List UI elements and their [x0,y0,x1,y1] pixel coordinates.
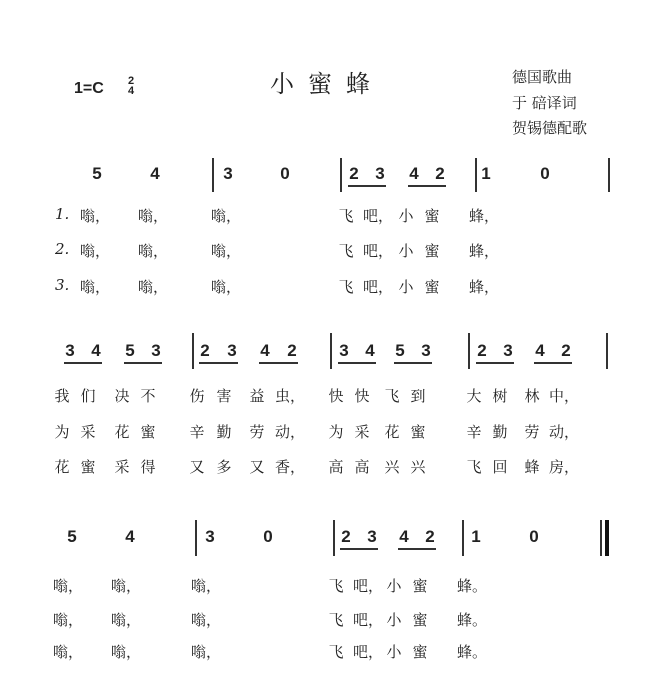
lyric-syllable: 中， [548,387,580,405]
lyric-syllable: 小 [386,611,402,629]
lyric-syllable: 不 [140,387,156,405]
lyric-syllable: 大 [466,387,482,405]
note: 5 [67,527,77,546]
lyric-syllable: 嗡， [210,207,242,225]
lyric-syllable: 林 [524,387,540,405]
bar-line [212,158,214,192]
lyric-syllable: 吧， [352,643,384,661]
bar-line [330,333,332,369]
lyric-syllable: 我 [54,387,70,405]
lyric-syllable: 房， [548,458,580,476]
lyric-syllable: 蜜 [412,611,428,629]
lyric-syllable: 回 [492,458,508,476]
lyric-syllable: 动， [274,423,306,441]
note: 3 [375,164,385,183]
lyric-syllable: 花 [384,423,400,441]
note: 4 [125,527,135,546]
time-signature-bottom: 4 [128,85,135,97]
lyric-syllable: 到 [410,387,426,405]
lyric-syllable: 飞 [328,611,344,629]
lyric-syllable: 动， [548,423,580,441]
lyric-syllable: 采 [80,423,96,441]
eighth-note-beam [398,548,436,550]
lyric-syllable: 高 [328,458,344,476]
lyric-syllable: 嗡， [137,278,169,296]
note: 4 [91,341,101,360]
note: 3 [339,341,349,360]
lyric-syllable: 劳 [524,423,540,441]
key-signature: 1=C [74,80,104,97]
note: 3 [367,527,377,546]
lyric-syllable: 飞 [338,242,354,260]
lyric-syllable: 花 [114,423,130,441]
note: 2 [561,341,571,360]
lyric-syllable: 蜂 [524,458,540,476]
bar-line [192,333,194,369]
note: 4 [260,341,270,360]
lyric-syllable: 嗡， [110,611,142,629]
lyric-syllable: 吧， [352,611,384,629]
lyric-syllable: 蜜 [410,423,426,441]
note: 0 [263,527,273,546]
bar-line [606,333,608,369]
lyric-syllable: 兴 [410,458,426,476]
eighth-note-beam [534,362,572,364]
note: 3 [151,341,161,360]
lyric-syllable: 嗡， [210,242,242,260]
note: 0 [529,527,539,546]
lyric-syllable: 益 [249,387,265,405]
verse-number: 2. [55,240,70,258]
final-bar-thick [605,520,609,556]
lyric-syllable: 小 [398,242,414,260]
lyric-syllable: 蜂。 [456,643,488,661]
credit-composer: 德国歌曲 [512,68,573,86]
lyric-syllable: 虫， [274,387,306,405]
eighth-note-beam [259,362,298,364]
note: 5 [92,164,102,183]
lyric-syllable: 为 [328,423,344,441]
lyric-syllable: 高 [354,458,370,476]
lyric-syllable: 蜜 [412,577,428,595]
lyric-syllable: 飞 [384,387,400,405]
note: 3 [223,164,233,183]
eighth-note-beam [199,362,238,364]
eighth-note-beam [476,362,514,364]
lyric-syllable: 吧， [362,278,394,296]
note: 5 [395,341,405,360]
bar-line [475,158,477,192]
eighth-note-beam [124,362,162,364]
lyric-syllable: 蜜 [424,278,440,296]
eighth-note-beam [64,362,102,364]
note: 4 [409,164,419,183]
lyric-syllable: 小 [398,207,414,225]
lyric-syllable: 飞 [338,207,354,225]
lyric-syllable: 蜂， [468,207,500,225]
bar-line [462,520,464,556]
note: 0 [540,164,550,183]
note: 0 [280,164,290,183]
lyric-syllable: 蜜 [412,643,428,661]
note: 2 [425,527,435,546]
lyric-syllable: 兴 [384,458,400,476]
lyric-syllable: 嗡， [210,278,242,296]
note: 1 [471,527,481,546]
note: 3 [503,341,513,360]
lyric-syllable: 吧， [362,242,394,260]
lyric-syllable: 勤 [216,423,232,441]
lyric-syllable: 蜂， [468,278,500,296]
lyric-syllable: 飞 [328,577,344,595]
verse-number: 3. [55,276,70,294]
note: 4 [150,164,160,183]
song-title: 小蜜蜂 [270,70,384,98]
lyric-syllable: 香， [274,458,306,476]
lyric-syllable: 蜜 [80,458,96,476]
lyric-syllable: 蜂。 [456,611,488,629]
note: 2 [349,164,359,183]
lyric-syllable: 嗡， [190,577,222,595]
note: 2 [341,527,351,546]
lyric-syllable: 勤 [492,423,508,441]
note: 3 [65,341,75,360]
note: 2 [200,341,210,360]
lyric-syllable: 为 [54,423,70,441]
note: 3 [227,341,237,360]
note: 2 [477,341,487,360]
lyric-syllable: 伤 [189,387,205,405]
time-signature-top: 2 [128,75,135,87]
lyric-syllable: 蜜 [424,242,440,260]
note: 3 [421,341,431,360]
lyric-syllable: 采 [354,423,370,441]
note: 4 [399,527,409,546]
lyric-syllable: 嗡， [190,643,222,661]
time-signature [128,76,134,96]
lyric-syllable: 嗡， [52,643,84,661]
lyric-syllable: 多 [216,458,232,476]
lyric-syllable: 蜜 [140,423,156,441]
lyric-syllable: 飞 [338,278,354,296]
bar-line [195,520,197,556]
lyric-syllable: 小 [386,577,402,595]
lyric-syllable: 嗡， [110,577,142,595]
verse-number: 1. [55,205,70,223]
note: 2 [435,164,445,183]
lyric-syllable: 嗡， [79,278,111,296]
lyric-syllable: 快 [354,387,370,405]
eighth-note-beam [340,548,378,550]
bar-line [468,333,470,369]
lyric-syllable: 小 [398,278,414,296]
credit-arranger: 贺锡德配歌 [512,119,588,137]
bar-line [333,520,335,556]
lyric-syllable: 蜜 [424,207,440,225]
bar-line [608,158,610,192]
lyric-syllable: 吧， [362,207,394,225]
lyric-syllable: 劳 [249,423,265,441]
lyric-syllable: 得 [140,458,156,476]
lyric-syllable: 嗡， [137,242,169,260]
note: 1 [481,164,491,183]
lyric-syllable: 花 [54,458,70,476]
lyric-syllable: 们 [80,387,96,405]
lyric-syllable: 辛 [466,423,482,441]
lyric-syllable: 决 [114,387,130,405]
eighth-note-beam [408,185,446,187]
lyric-syllable: 飞 [466,458,482,476]
note: 5 [125,341,135,360]
eighth-note-beam [338,362,376,364]
lyric-syllable: 树 [492,387,508,405]
lyric-syllable: 小 [386,643,402,661]
lyric-syllable: 嗡， [52,611,84,629]
lyric-syllable: 飞 [328,643,344,661]
lyric-syllable: 嗡， [190,611,222,629]
lyric-syllable: 嗡， [52,577,84,595]
lyric-syllable: 吧， [352,577,384,595]
eighth-note-beam [348,185,386,187]
lyric-syllable: 又 [189,458,205,476]
eighth-note-beam [394,362,432,364]
lyric-syllable: 又 [249,458,265,476]
bar-line [340,158,342,192]
lyric-syllable: 蜂。 [456,577,488,595]
lyric-syllable: 嗡， [79,242,111,260]
lyric-syllable: 快 [328,387,344,405]
note: 2 [287,341,297,360]
lyric-syllable: 蜂， [468,242,500,260]
lyric-syllable: 害 [216,387,232,405]
note: 4 [535,341,545,360]
note: 3 [205,527,215,546]
final-bar-thin [600,520,602,556]
lyric-syllable: 辛 [189,423,205,441]
lyric-syllable: 嗡， [137,207,169,225]
lyric-syllable: 采 [114,458,130,476]
lyric-syllable: 嗡， [110,643,142,661]
note: 4 [365,341,375,360]
lyric-syllable: 嗡， [79,207,111,225]
credit-lyricist: 于 碚译词 [512,94,577,112]
